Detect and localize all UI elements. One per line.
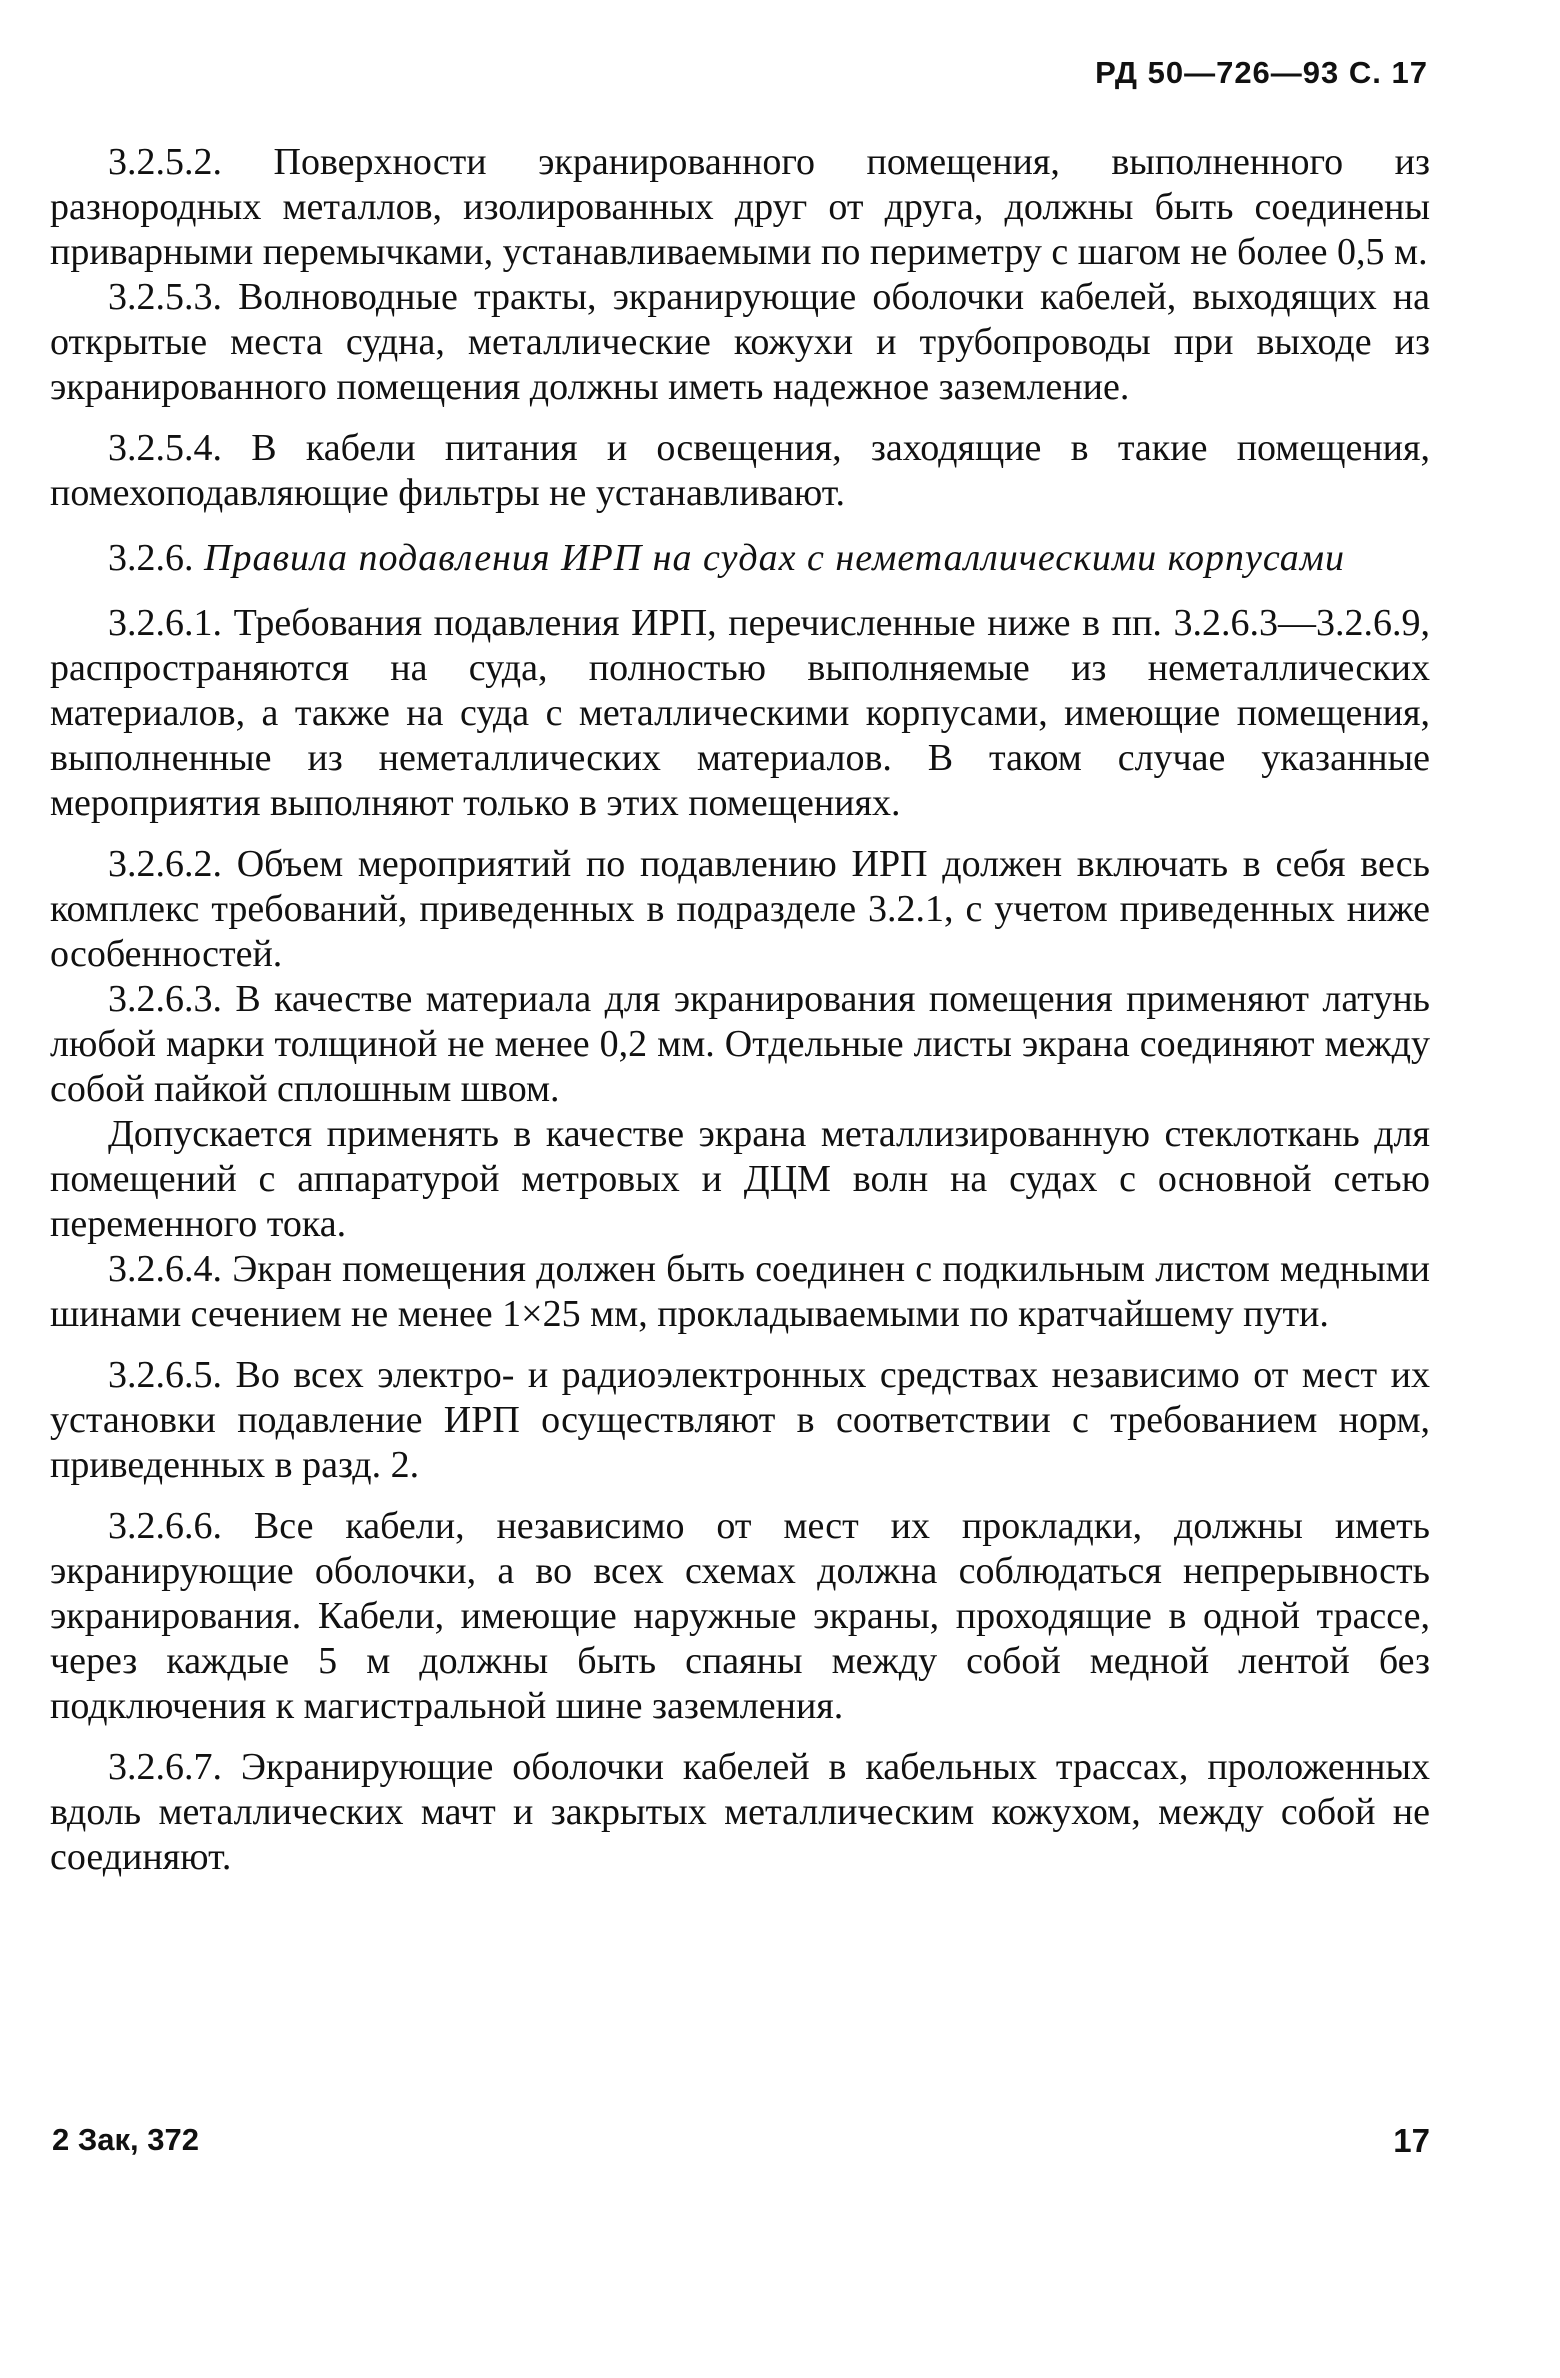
paragraph-3-2-6-1: 3.2.6.1. Требования подавления ИРП, перечисленные ниже в пп. 3.2.6.3—3.2.6.9, распространяются на суда, полностью выполняемые из неметаллических материалов, а также на суда с металлическими корпусами, имеющие помещения, выполненные из неметаллических материалов. В таком случае указанные мероприятия выполняют только в этих помещениях.	[50, 602, 1430, 824]
body-text	[50, 140, 1430, 1880]
paragraph-3-2-5-4: 3.2.5.4. В кабели питания и освещения, заходящие в такие помещения, помехоподавляющие фильтры не устанавливают.	[50, 427, 1430, 514]
page-number: 17	[1393, 2122, 1430, 2159]
paragraph-3-2-6-7: 3.2.6.7. Экранирующие оболочки кабелей в кабельных трассах, проложенных вдоль металлических мачт и закрытых металлическим кожухом, между собой не соединяют.	[50, 1746, 1430, 1878]
paragraph-3-2-5-3: 3.2.5.3. Волноводные тракты, экранирующие оболочки кабелей, выходящих на открытые места судна, металлические кожухи и трубопроводы при выходе из экранированного помещения должны иметь надежное заземление.	[50, 276, 1430, 408]
print-order-note: 2 Зак, 372	[52, 2122, 199, 2157]
paragraph-3-2-5-2: 3.2.5.2. Поверхности экранированного помещения, выполненного из разнородных металлов, изолированных друг от друга, должны быть соединены приварными перемычками, устанавливаемыми по периметру с шагом не более 0,5 м.	[50, 141, 1430, 273]
paragraph-3-2-6-2: 3.2.6.2. Объем мероприятий по подавлению ИРП должен включать в себя весь комплекс требований, приведенных в подразделе 3.2.1, с учетом приведенных ниже особенностей.	[50, 843, 1430, 975]
section-heading-number: 3.2.6.	[108, 537, 194, 579]
section-heading-3-2-6	[50, 536, 1430, 581]
paragraph-3-2-6-3: 3.2.6.3. В качестве материала для экранирования помещения применяют латунь любой марки толщиной не менее 0,2 мм. Отдельные листы экрана соединяют между собой пайкой сплошным швом.	[50, 978, 1430, 1110]
running-header: РД 50—726—93 С. 17	[1095, 55, 1428, 90]
paragraph-3-2-6-5: 3.2.6.5. Во всех электро- и радиоэлектронных средствах независимо от мест их установки подавление ИРП осуществляют в соответствии с требованием норм, приведенных в разд. 2.	[50, 1354, 1430, 1486]
paragraph-3-2-6-3-continued: Допускается применять в качестве экрана металлизированную стеклоткань для помещений с аппаратурой метровых и ДЦМ волн на судах с основной сетью переменного тока.	[50, 1113, 1430, 1245]
paragraph-3-2-6-4: 3.2.6.4. Экран помещения должен быть соединен с подкильным листом медными шинами сечением не менее 1×25 мм, прокладываемыми по кратчайшему пути.	[50, 1248, 1430, 1335]
section-heading-title: Правила подавления ИРП на судах с неметаллическими корпусами	[204, 537, 1345, 579]
paragraph-3-2-6-6: 3.2.6.6. Все кабели, независимо от мест их прокладки, должны иметь экранирующие оболочки, а во всех схемах должна соблюдаться непрерывность экранирования. Кабели, имеющие наружные экраны, проходящие в одной трассе, через каждые 5 м должны быть спаяны между собой медной лентой без подключения к магистральной шине заземления.	[50, 1505, 1430, 1727]
